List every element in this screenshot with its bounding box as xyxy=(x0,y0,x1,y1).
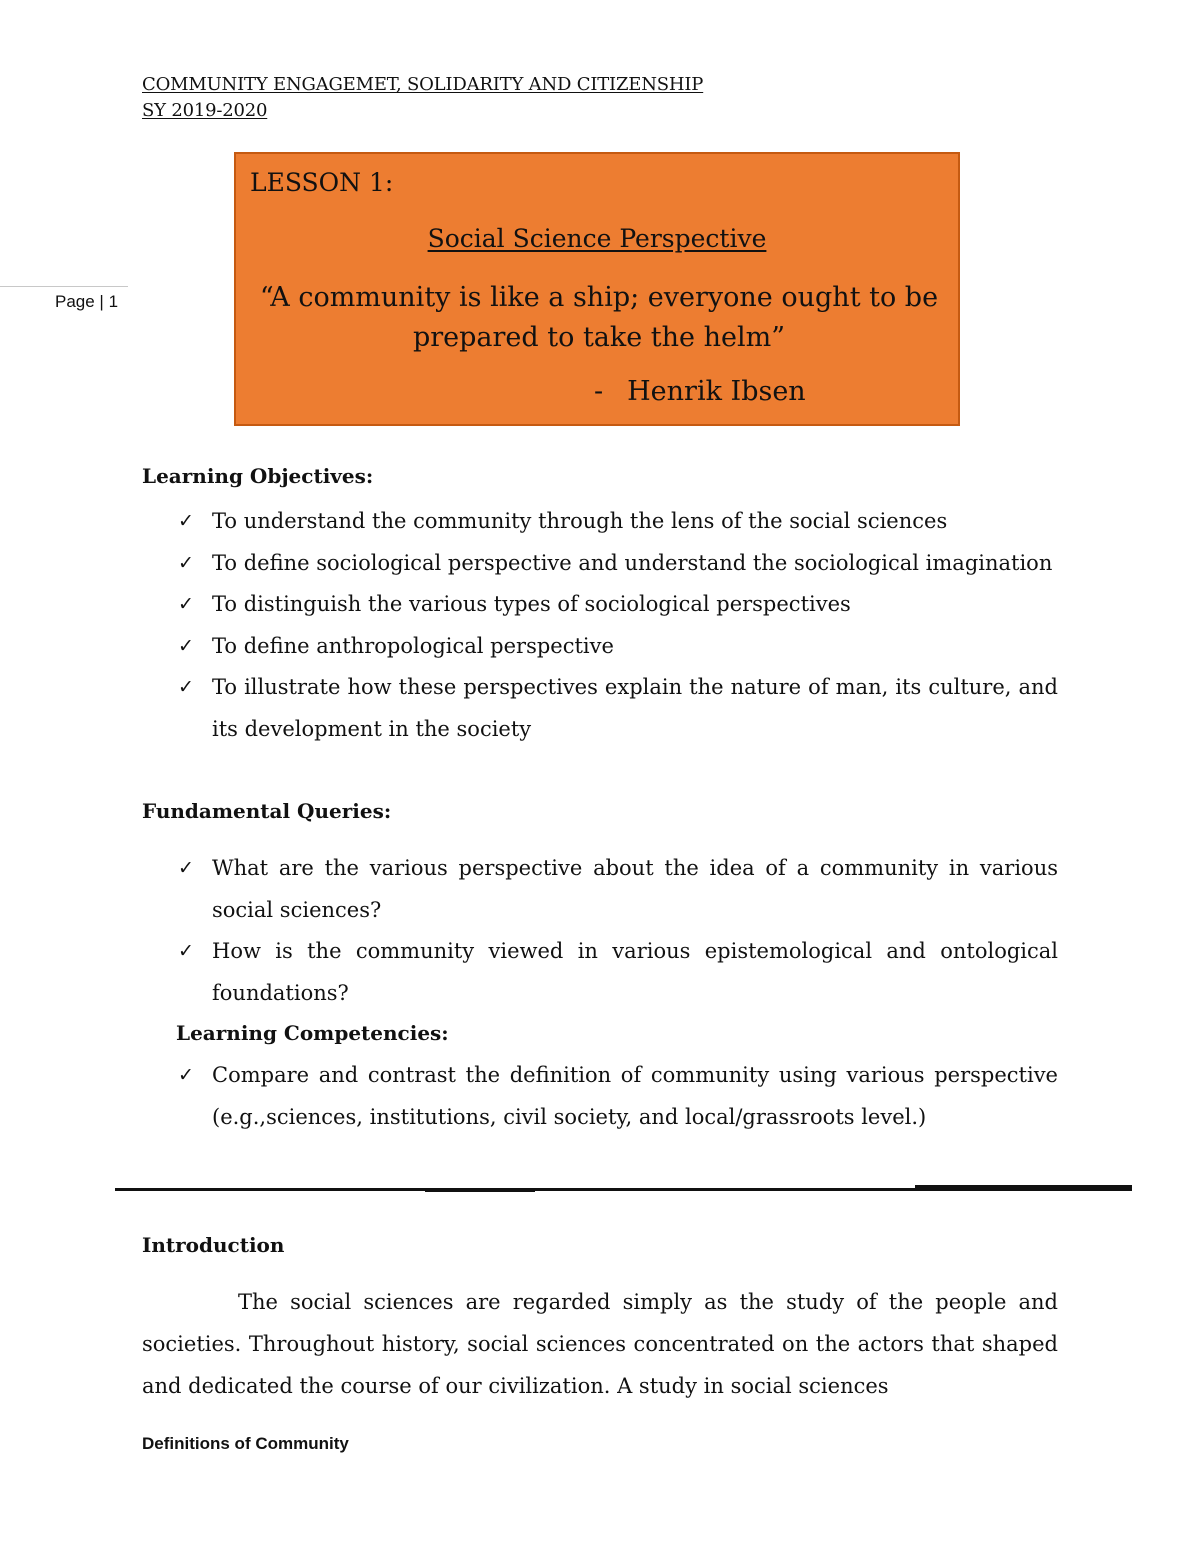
page-number-rule xyxy=(0,286,128,287)
checkmark-icon: ✓ xyxy=(178,857,194,879)
section-divider-accent xyxy=(425,1188,535,1192)
list-item: ✓ To understand the community through the lens of the social sciences xyxy=(178,501,1058,543)
attribution-dash: - xyxy=(594,376,604,407)
page-number: Page | 1 xyxy=(55,292,119,311)
list-item: ✓ To illustrate how these perspectives explain the nature of man, its culture, and its development in the society xyxy=(178,667,1058,750)
checkmark-icon: ✓ xyxy=(178,551,194,574)
list-item: ✓ How is the community viewed in various epistemological and ontological foundations? xyxy=(178,931,1058,1014)
quote-author: Henrik Ibsen xyxy=(627,376,806,407)
list-item: ✓ To distinguish the various types of sociological perspectives xyxy=(178,584,1058,626)
checkmark-icon: ✓ xyxy=(178,676,194,698)
learning-competencies-list xyxy=(178,1055,1058,1138)
list-item: ✓ Compare and contrast the definition of community using various perspective (e.g.,sciences, institutions, civil society, and local/grassroots level.) xyxy=(178,1055,1058,1138)
list-item: ✓ To define anthropological perspective xyxy=(178,626,1058,668)
lesson-quote: “A community is like a ship; everyone ought to be prepared to take the helm” xyxy=(259,282,939,353)
course-title: COMMUNITY ENGAGEMET, SOLIDARITY AND CITIZENSHIP xyxy=(142,74,704,95)
checkmark-icon: ✓ xyxy=(178,1064,194,1086)
introduction-heading: Introduction xyxy=(142,1233,285,1257)
learning-objectives-list xyxy=(178,501,1058,750)
checkmark-icon: ✓ xyxy=(178,634,194,657)
page-footer: Definitions of Community xyxy=(142,1434,349,1453)
introduction-paragraph: The social sciences are regarded simply as the study of the people and societies. Throughout history, social sciences concentrated on the actors that shaped and dedicated the course of our civilization. A study in social sciences xyxy=(142,1290,1058,1398)
checkmark-icon: ✓ xyxy=(178,510,194,532)
list-item: ✓ To define sociological perspective and understand the sociological imagination xyxy=(178,543,1058,585)
checkmark-icon: ✓ xyxy=(178,940,194,962)
school-year: SY 2019-2020 xyxy=(142,100,268,121)
lesson-title-box xyxy=(234,152,960,426)
list-item: ✓ What are the various perspective about the idea of a community in various social sciences? xyxy=(178,848,1058,931)
lesson-title: Social Science Perspective xyxy=(427,224,767,253)
checkmark-icon: ✓ xyxy=(178,593,194,615)
fundamental-queries-list xyxy=(178,848,1058,1014)
quote-attribution xyxy=(594,376,806,407)
learning-competencies-heading: Learning Competencies: xyxy=(176,1021,449,1045)
lesson-label: LESSON 1: xyxy=(250,168,394,197)
section-divider-accent xyxy=(915,1185,1132,1189)
learning-objectives-heading: Learning Objectives: xyxy=(142,464,374,488)
fundamental-queries-heading: Fundamental Queries: xyxy=(142,799,392,823)
document-header xyxy=(142,72,703,124)
